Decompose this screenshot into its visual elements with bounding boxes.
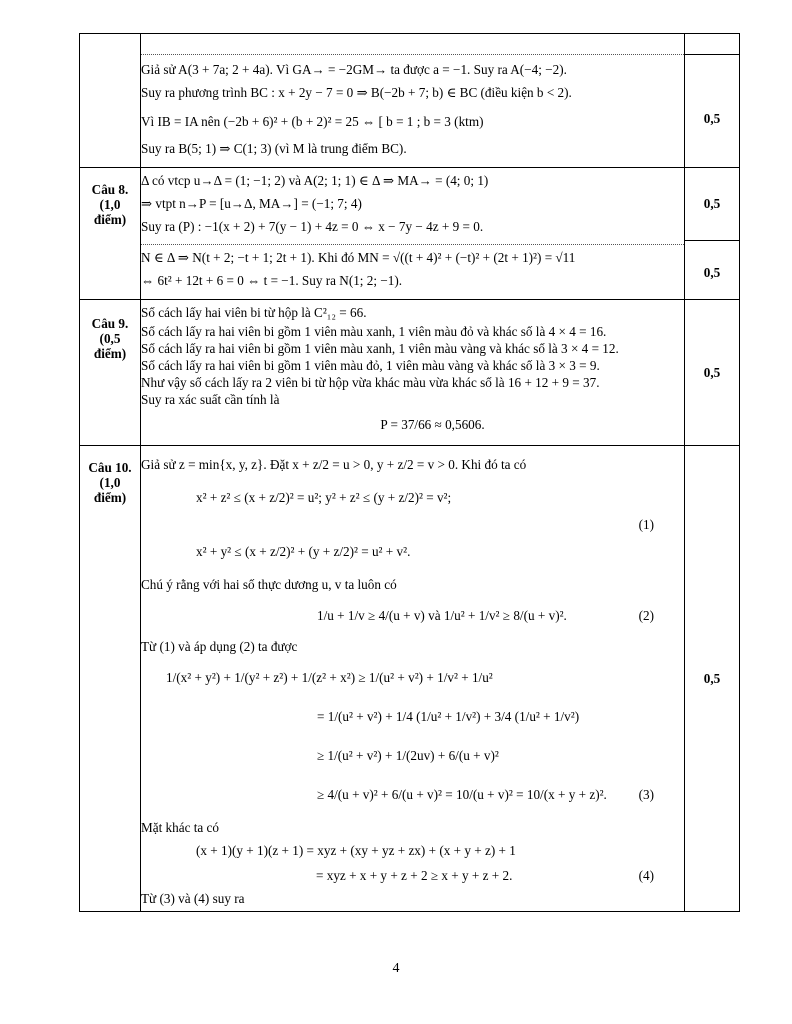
question-label: Câu 9. (0,5 điểm) bbox=[91, 316, 129, 361]
page-number: 4 bbox=[392, 961, 400, 976]
score-cell bbox=[685, 446, 740, 912]
text-line: Suy ra B(5; 1) ⇒ C(1; 3) (vì M là trung điểm BC). bbox=[141, 141, 407, 156]
content-cell bbox=[141, 300, 685, 446]
score-cell bbox=[685, 168, 740, 300]
score-value: 0,5 bbox=[703, 196, 721, 211]
score-cell bbox=[685, 34, 740, 168]
text-line: ⇒ vtpt n→P = [u→Δ, MA→] = (−1; 7; 4) bbox=[141, 196, 362, 211]
text-line: Suy ra phương trình BC : x + 2y − 7 = 0 ⇒ B(−2b + 7; b) ∈ BC (điều kiện b < 2). bbox=[141, 85, 572, 100]
text-line: Suy ra (P) : −1(x + 2) + 7(y − 1) + 4z = 0 ⇔ x − 7y − 4z + 9 = 0. bbox=[141, 219, 484, 234]
probability-result: P = 37/66 ≈ 0,5606. bbox=[380, 417, 485, 432]
text-line: ⇔ 6t² + 12t + 6 = 0 ⇔ t = −1. Suy ra N(1; 2; −1). bbox=[141, 273, 403, 288]
math-line: 1/(x² + y²) + 1/(y² + z²) + 1/(z² + x²) ≥ 1/(u² + v²) + 1/v² + 1/u² bbox=[166, 670, 493, 685]
score-value: 0,5 bbox=[703, 670, 721, 686]
question-cell bbox=[80, 168, 141, 300]
score-value: 0,5 bbox=[703, 364, 721, 380]
content-cell bbox=[141, 446, 685, 912]
section-cau-9 bbox=[80, 300, 740, 446]
eq-number: (4) bbox=[638, 868, 654, 883]
text-line: Số cách lấy ra hai viên bi gồm 1 viên màu đỏ, 1 viên màu vàng và khác số là 3 × 3 = 9. bbox=[141, 358, 600, 373]
text-line: Từ (1) và áp dụng (2) ta được bbox=[141, 639, 298, 654]
section-cau-10 bbox=[80, 446, 740, 912]
text-line: Giả sử z = min{x, y, z}. Đặt x + z/2 = u > 0, y + z/2 = v > 0. Khi đó ta có bbox=[141, 457, 527, 472]
eq-number: (3) bbox=[638, 787, 654, 802]
question-cell bbox=[80, 446, 141, 912]
score-cell bbox=[685, 300, 740, 446]
text-line: Mặt khác ta có bbox=[141, 820, 219, 835]
math-line: ≥ 4/(u + v)² + 6/(u + v)² = 10/(u + v)² = 10/(x + y + z)². (3) bbox=[317, 787, 654, 802]
question-cell bbox=[80, 300, 141, 446]
text-line: Số cách lấy ra hai viên bi gồm 1 viên màu xanh, 1 viên màu vàng và khác số là 3 × 4 = 12. bbox=[141, 341, 619, 356]
content-cell bbox=[141, 34, 685, 168]
content-cell bbox=[141, 168, 685, 300]
math-line: (x + 1)(y + 1)(z + 1) = xyz + (xy + yz + zx) + (x + y + z) + 1 bbox=[196, 843, 516, 858]
question-label: Câu 8. (1,0 điểm) bbox=[91, 182, 129, 227]
math-line: x² + z² ≤ (x + z/2)² = u²; y² + z² ≤ (y + z/2)² = v²; bbox=[196, 490, 452, 505]
math-line: = 1/(u² + v²) + 1/4 (1/u² + 1/v²) + 3/4 (1/u² + 1/v²) bbox=[317, 709, 580, 724]
score-value: 0,5 bbox=[685, 54, 739, 127]
text-line: Vì IB = IA nên (−2b + 6)² + (b + 2)² = 25 ⇔ [ b = 1 ; b = 3 (ktm) bbox=[141, 114, 484, 129]
answer-table bbox=[79, 33, 740, 912]
math-line: 1/u + 1/v ≥ 4/(u + v) và 1/u² + 1/v² ≥ 8/(u + v)². (2) bbox=[317, 608, 654, 623]
math-line: ≥ 1/(u² + v²) + 1/(2uv) + 6/(u + v)² bbox=[317, 748, 499, 763]
eq-number: (2) bbox=[638, 608, 654, 623]
question-label: Câu 10. (1,0 điểm) bbox=[88, 460, 132, 505]
text-line: Suy ra xác suất cần tính là bbox=[141, 392, 280, 407]
eq-number: (1) bbox=[638, 517, 654, 532]
question-cell bbox=[80, 34, 141, 168]
section-cau-8 bbox=[80, 168, 740, 300]
section-continuation bbox=[80, 34, 740, 168]
text-line: Từ (3) và (4) suy ra bbox=[141, 891, 245, 906]
score-value: 0,5 bbox=[685, 240, 739, 295]
math-line: = xyz + x + y + z + 2 ≥ x + y + z + 2. (4) bbox=[316, 868, 654, 883]
text-line: Số cách lấy ra hai viên bi gồm 1 viên màu xanh, 1 viên màu đỏ và khác số là 4 × 4 = 16. bbox=[141, 324, 607, 339]
text-line: Δ có vtcp u→Δ = (1; −1; 2) và A(2; 1; 1) ∈ Δ ⇒ MA→ = (4; 0; 1) bbox=[141, 173, 489, 188]
text-line: N ∈ Δ ⇒ N(t + 2; −t + 1; 2t + 1). Khi đó MN = √((t + 4)² + (−t)² + (2t + 1)²) = √11 bbox=[141, 250, 576, 265]
text-line: Chú ý rằng với hai số thực dương u, v ta luôn có bbox=[141, 577, 397, 592]
math-line: x² + y² ≤ (x + z/2)² + (y + z/2)² = u² + v². bbox=[196, 544, 411, 559]
text-line: Như vậy số cách lấy ra 2 viên bi từ hộp vừa khác màu vừa khác số là 16 + 12 + 9 = 37. bbox=[141, 375, 600, 390]
text-line: Giả sử A(3 + 7a; 2 + 4a). Vì GA→ = −2GM→ ta được a = −1. Suy ra A(−4; −2). bbox=[141, 62, 567, 77]
text-line: Số cách lấy hai viên bi từ hộp là C²₁₂ = 66. bbox=[141, 305, 367, 320]
